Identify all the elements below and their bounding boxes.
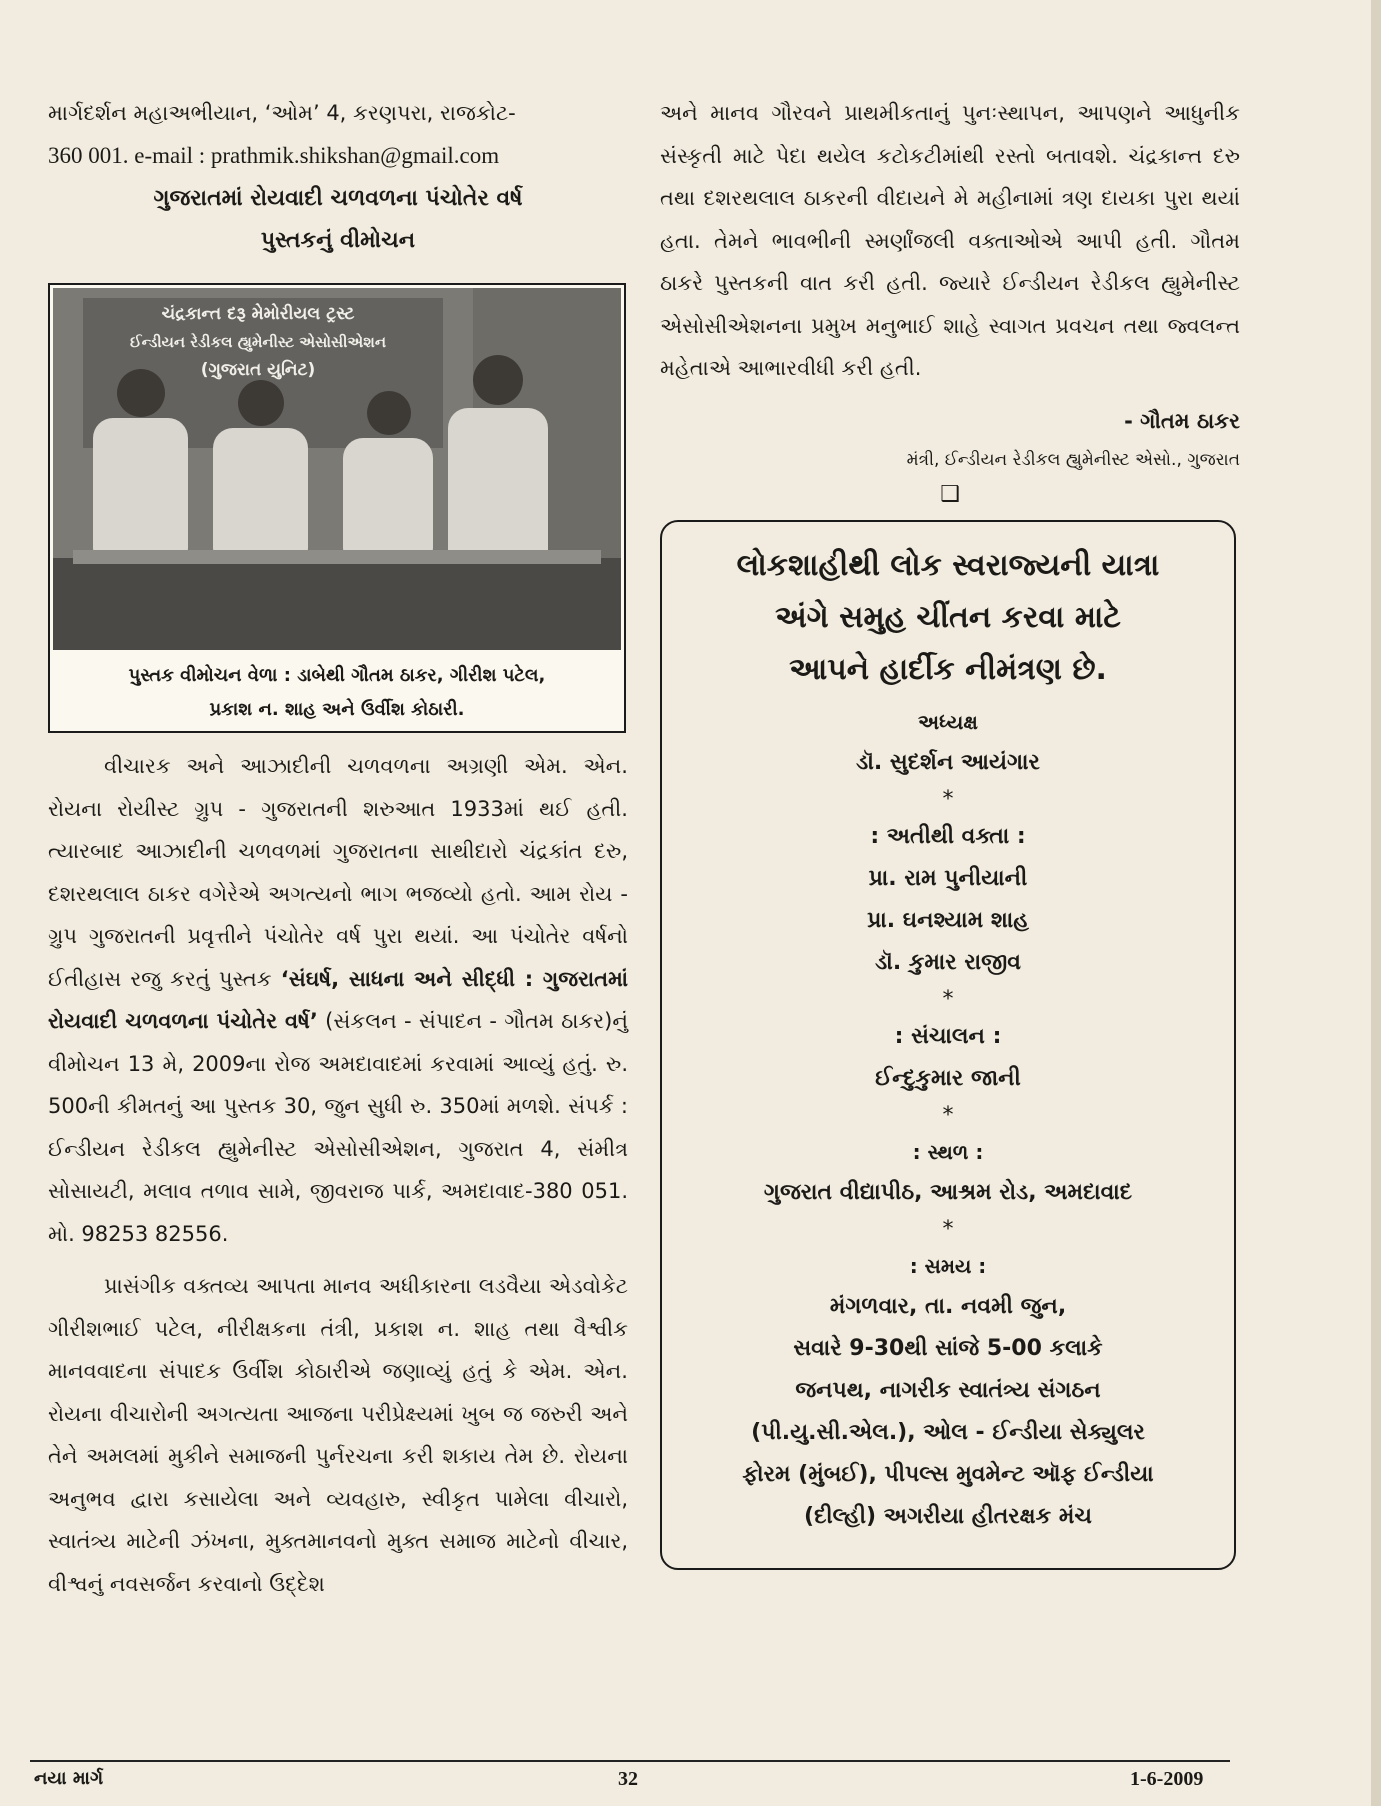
org-line-4: (દીલ્હી) અગરીયા હીતરક્ષક મંચ bbox=[804, 1503, 1092, 1529]
invite-title-3: આપને હાર્દીક નીમંત્રણ છે. bbox=[789, 651, 1107, 687]
separator-star: * bbox=[942, 986, 954, 1012]
invite-title-1: લોકશાહીથી લોક સ્વરાજ્યની યાત્રા bbox=[736, 547, 1160, 583]
photo-figure bbox=[48, 283, 626, 733]
org-line-1: જનપથ, નાગરીક સ્વાતંત્ર્ય સંગઠન bbox=[795, 1377, 1101, 1403]
para1-rest: (સંકલન - સંપાદન - ગૌતમ ઠાકર)નું વીમોચન 13 મે, 2009ના રોજ અમદાવાદમાં કરવામાં આવ્યું હતું. રુ. 500ની કીમતનું આ પુસ્તક 30, જુન સુધી રુ. 350માં મળશે. સંપર્ક : ઈન્ડીયન રેડીકલ હ્યુમેનીસ્ટ એસોસીએશન, ગુજરાત 4, સંમીત્ર સોસાયટી, મલાવ તળાવ સામે, જીવરાજ પાર્ક, અમદાવાદ-380 051. મો. 98253 82556. bbox=[48, 1009, 628, 1246]
banner-line-2: ઈન્ડીયન રેડીકલ હ્યુમેનીસ્ટ એસોસીએશન bbox=[129, 333, 386, 351]
host-name: ઈન્દુકુમાર જાની bbox=[875, 1065, 1021, 1091]
venue: ગુજરાત વીદ્યાપીઠ, આશ્રમ રોડ, અમદાવાદ bbox=[763, 1179, 1133, 1205]
intro-line-1: માર્ગદર્શન મહાઅભીયાન, ‘ઓમ’ 4, કરણપરા, રાજકોટ- bbox=[48, 101, 516, 125]
org-line-3: ફોરમ (મુંબઈ), પીપલ્સ મુવમેન્ટ ઑફ ઈન્ડીયા bbox=[742, 1461, 1154, 1487]
article-paragraph-3: અને માનવ ગૌરવને પ્રાથમીકતાનું પુનઃસ્થાપન, આપણને આધુનીક સંસ્કૃતી માટે પેદા થયેલ કટોકટીમાંથી રસ્તો બતાવશે. ચંદ્રકાન્ત દરુ તથા દશરથલાલ ઠાકરની વીદાયને મે મહીનામાં ત્રણ દાયકા પુરા થયાં હતા. તેમને ભાવભીની સ્મર્ણાંજલી વક્તાઓએ આપી હતી. ગૌતમ ઠાકરે પુસ્તકની વાત કરી હતી. જ્યારે ઈન્ડીયન રેડીકલ હ્યુમેનીસ્ટ એસોસીએશનના પ્રમુખ મનુભાઈ શાહે સ્વાગત પ્રવચન તથા જ્વલન્ત મહેતાએ આભારવીધી કરી હતી. bbox=[660, 101, 1240, 380]
time-label: : સમય : bbox=[909, 1253, 987, 1278]
separator-star: * bbox=[942, 786, 954, 812]
time-line-1: મંગળવાર, તા. નવમી જુન, bbox=[829, 1293, 1067, 1319]
author-title: મંત્રી, ઈન્ડીયન રેડીકલ હ્યુમેનીસ્ટ એસો., ગુજરાત bbox=[906, 449, 1240, 470]
book-title: ‘સંઘર્ષ, સાધના અને સીદ્ધી : ગુજરાતમાં રોયવાદી ચળવળના પંચોતેર વર્ષ’ bbox=[48, 966, 629, 1033]
footer-date: 1-6-2009 bbox=[1130, 1768, 1204, 1790]
end-mark: ❑ bbox=[940, 481, 960, 507]
banner-line-1: ચંદ્રકાન્ત દરૂ મેમોરીયલ ટ્રસ્ટ bbox=[161, 304, 355, 324]
separator-star: * bbox=[942, 1216, 954, 1242]
venue-label: : સ્થળ : bbox=[912, 1139, 984, 1164]
event-photo bbox=[53, 288, 621, 650]
footer-magazine-name: નયા માર્ગ bbox=[34, 1768, 104, 1789]
article-paragraph-2: પ્રાસંગીક વક્તવ્ય આપતા માનવ અધીકારના લડવૈયા એડવોકેટ ગીરીશભાઈ પટેલ, નીરીક્ષકના તંત્રી, પ્રકાશ ન. શાહ તથા વૈશ્વીક માનવવાદના સંપાદક ઉર્વીશ કોઠારીએ જણાવ્યું હતું કે એમ. એન. રોયના વીચારોની અગત્યતા આજના પરીપ્રેક્ષ્યમાં ખુબ જ જરુરી અને તેને અમલમાં મુકીને સમાજની પુર્નરચના કરી શકાય તેમ છે. રોયના અનુભવ દ્વારા કસાયેલા અને વ્યવહારુ, સ્વીકૃત પામેલા વીચારો, સ્વાતંત્ર્ય માટેની ઝંખના, મુક્તમાનવનો મુક્ત સમાજ માટેનો વીચાર, વીશ્વનું નવસર્જન કરવાનો ઉદ્દેશ bbox=[48, 1274, 628, 1596]
footer-page-number: 32 bbox=[618, 1768, 638, 1790]
footer-rule bbox=[30, 1760, 1230, 1762]
article-paragraph-1 bbox=[48, 745, 628, 1255]
right-column bbox=[660, 92, 1240, 1570]
article-title-line-1: ગુજરાતમાં રોયવાદી ચળવળના પંચોતેર વર્ષ bbox=[153, 186, 523, 211]
author-signature: - ગૌતમ ઠાકર bbox=[1124, 408, 1240, 433]
page-edge bbox=[1371, 0, 1381, 1806]
guest-3: ડૉ. કુમાર રાજીવ bbox=[875, 949, 1021, 975]
banner-line-3: (ગુજરાત યુનિટ) bbox=[200, 360, 316, 380]
guests-label: : અતીથી વક્તા : bbox=[870, 823, 1026, 849]
org-line-2: (પી.યુ.સી.એલ.), ઓલ - ઈન્ડીયા સેક્યુલર bbox=[751, 1419, 1145, 1445]
photo-caption bbox=[50, 653, 624, 731]
guest-2: પ્રા. ઘનશ્યામ શાહ bbox=[867, 907, 1029, 933]
chair-label: અધ્યક્ષ bbox=[918, 709, 978, 734]
invite-title-2: અંગે સમુહ ચીંતન કરવા માટે bbox=[775, 599, 1121, 635]
intro-line-2: 360 001. e-mail : prathmik.shikshan@gmail.com bbox=[48, 142, 500, 168]
guest-1: પ્રા. રામ પુનીયાની bbox=[868, 865, 1028, 891]
caption-line-1: પુસ્તક વીમોચન વેળા : ડાબેથી ગૌતમ ઠાકર, ગીરીશ પટેલ, bbox=[128, 665, 546, 686]
host-label: : સંચાલન : bbox=[894, 1023, 1002, 1049]
left-column bbox=[48, 92, 628, 1605]
separator-star: * bbox=[942, 1102, 954, 1128]
invitation-box bbox=[660, 520, 1236, 1570]
article-title-line-2: પુસ્તકનું વીમોચન bbox=[260, 228, 416, 253]
time-line-2: સવારે 9-30થી સાંજે 5-00 કલાકે bbox=[793, 1335, 1103, 1361]
caption-line-2: પ્રકાશ ન. શાહ અને ઉર્વીશ કોઠારી. bbox=[209, 699, 465, 720]
chair-name: ડૉ. સુદર્શન આયંગાર bbox=[856, 749, 1040, 775]
para1-text: વીચારક અને આઝાદીની ચળવળના અગ્રણી એમ. એન. રોયના રોયીસ્ટ ગ્રુપ - ગુજરાતની શરુઆત 1933માં થઈ હતી. ત્યારબાદ આઝાદીની ચળવળમાં ગુજરાતના સાથીદારો ચંદ્રકાંત દરુ, દશરથલાલ ઠાકર વગેરેએ અગત્યનો ભાગ ભજવ્યો હતો. આમ રોય - ગ્રુપ ગુજરાતની પ્રવૃત્તીને પંચોતેર વર્ષ પુરા થયાં. આ પંચોતેર વર્ષનો ઈતીહાસ રજુ કરતું પુસ્તક bbox=[48, 754, 628, 991]
